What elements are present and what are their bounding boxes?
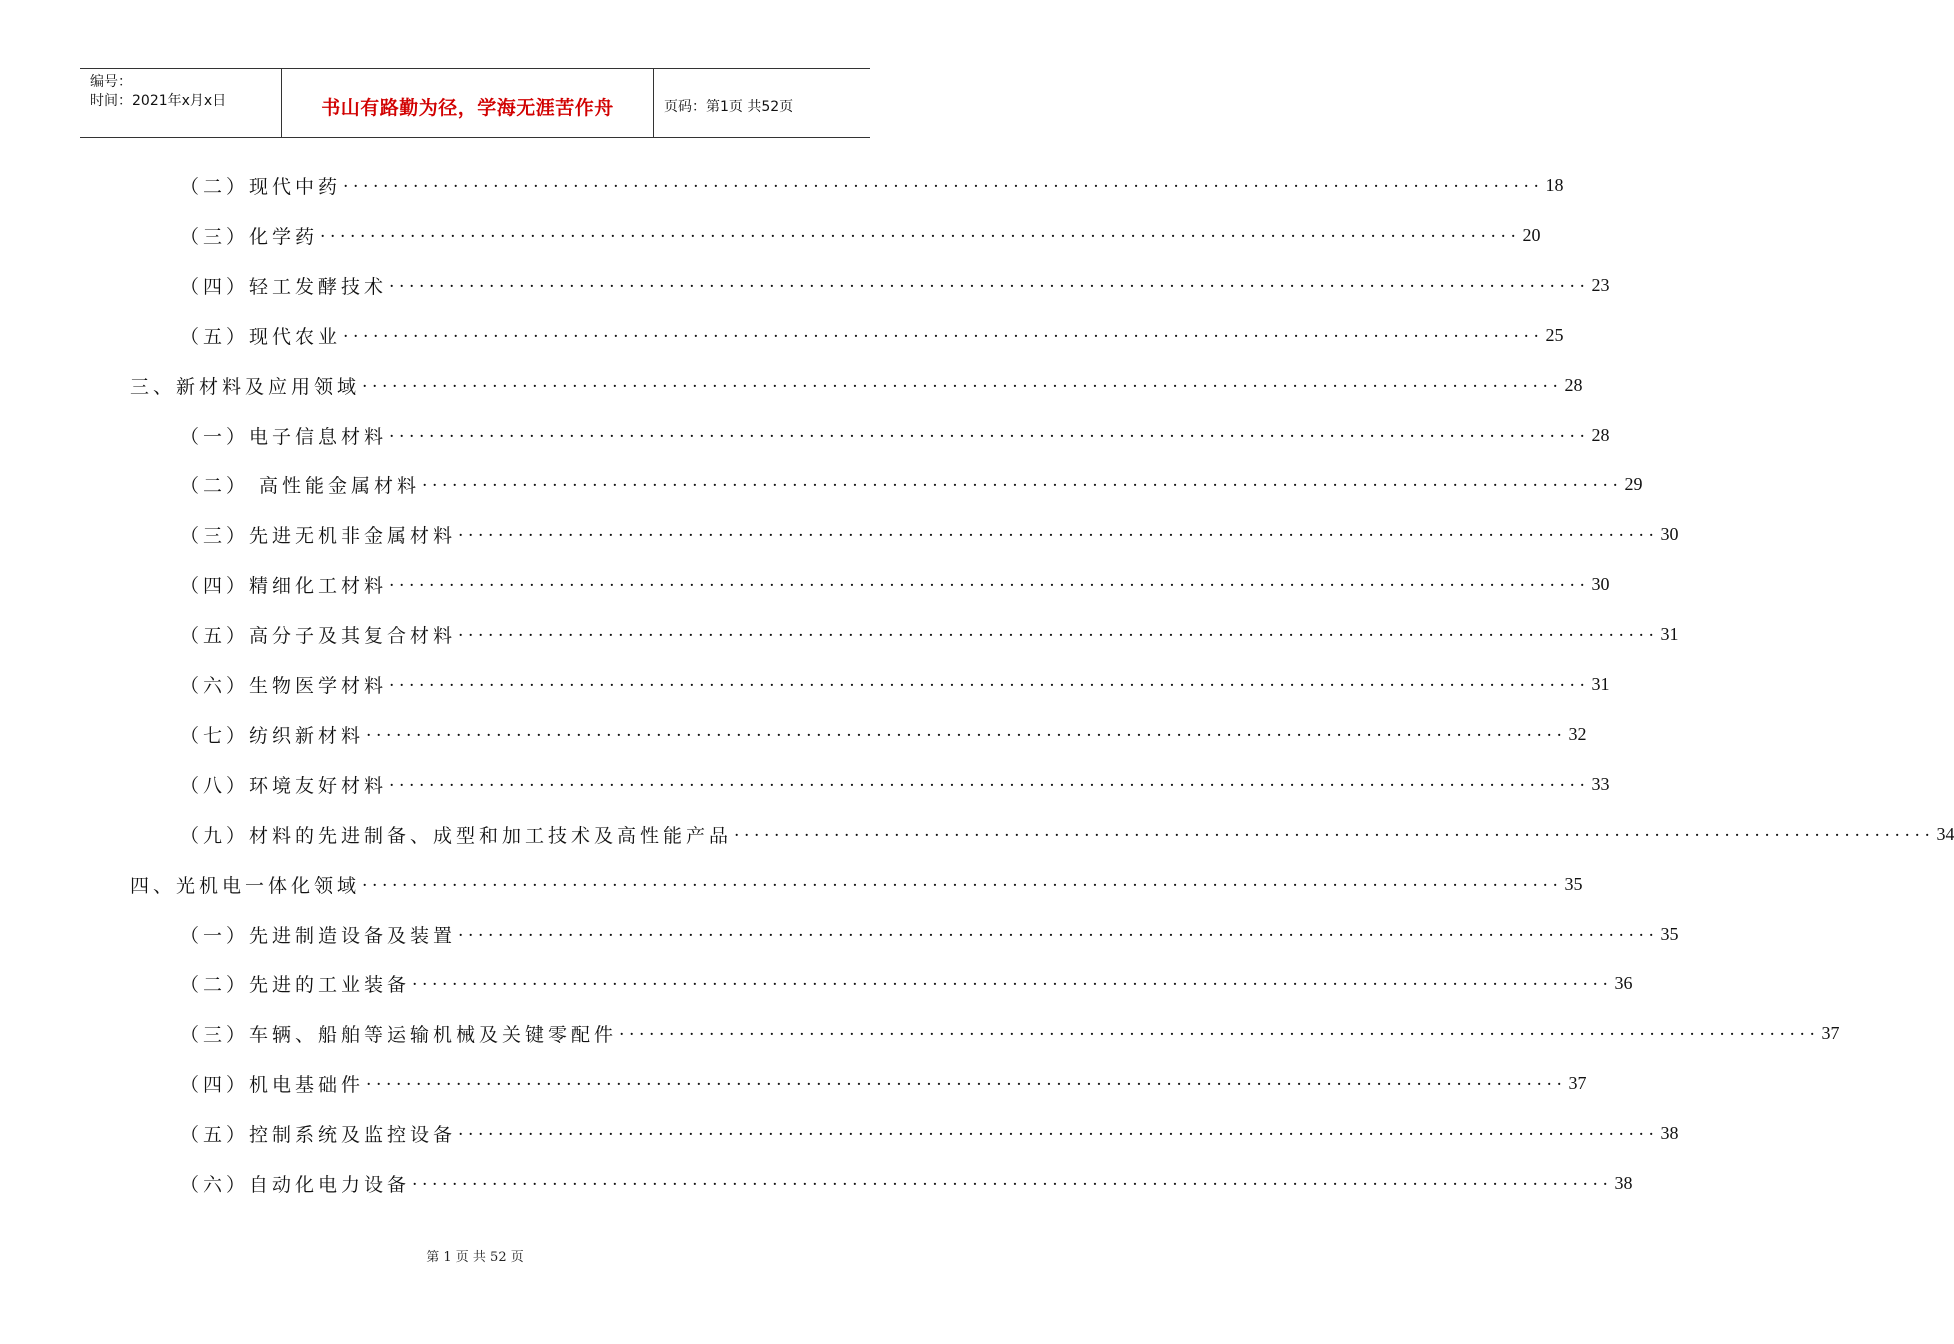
toc-entry-label: 四、光机电一体化领域 — [130, 874, 361, 897]
toc-entry-label: （五）现代农业 — [180, 325, 342, 348]
toc-entry[interactable] — [180, 320, 1564, 350]
toc-entry-page: 37 — [1821, 1022, 1840, 1043]
toc-entry-page: 28 — [1591, 424, 1610, 445]
toc-entry-label: （九）材料的先进制备、成型和加工技术及高性能产品 — [180, 824, 733, 847]
toc-leader-dots: ........................................................................................................................ — [619, 1020, 1820, 1040]
toc-entry[interactable] — [180, 519, 1679, 549]
toc-entry-page: 33 — [1591, 773, 1610, 794]
toc-leader-dots: ........................................................................................................................ — [389, 571, 1590, 591]
toc-entry[interactable] — [130, 869, 1583, 899]
toc-entry-page: 20 — [1522, 224, 1541, 245]
toc-entry[interactable] — [180, 669, 1610, 699]
toc-entry-label: （二）先进的工业装备 — [180, 973, 411, 996]
toc-entry-label: （五）高分子及其复合材料 — [180, 624, 457, 647]
toc-leader-dots: ........................................................................................................................ — [362, 372, 1563, 392]
toc-leader-dots: ........................................................................................................................ — [458, 521, 1659, 541]
toc-entry-label: （二） 高性能金属材料 — [180, 474, 421, 497]
toc-entry-page: 28 — [1564, 374, 1583, 395]
toc-entry-page: 35 — [1660, 923, 1679, 944]
toc-entry-page: 31 — [1591, 673, 1610, 694]
header-motto: 书山有路勤为径，学海无涯苦作舟 — [282, 69, 654, 137]
toc-leader-dots: ........................................................................................................................ — [389, 422, 1590, 442]
toc-entry-page: 36 — [1614, 972, 1633, 993]
toc-entry[interactable] — [180, 719, 1587, 749]
toc-entry-page: 30 — [1591, 573, 1610, 594]
toc-leader-dots: ........................................................................................................................ — [366, 721, 1567, 741]
toc-entry-label: （三）化学药 — [180, 225, 319, 248]
toc-entry[interactable] — [180, 769, 1610, 799]
toc-entry-page: 32 — [1568, 723, 1587, 744]
page-footer: 第 1 页 共 52 页 — [426, 1250, 524, 1265]
toc-entry-page: 18 — [1545, 174, 1564, 195]
toc-entry-label: （四）轻工发酵技术 — [180, 275, 388, 298]
toc-leader-dots: ........................................................................................................................ — [412, 970, 1613, 990]
toc-entry-label: （六）生物医学材料 — [180, 674, 388, 697]
toc-leader-dots: ........................................................................................................................ — [343, 322, 1544, 342]
toc-entry-page: 38 — [1660, 1122, 1679, 1143]
toc-entry-label: （五）控制系统及监控设备 — [180, 1123, 457, 1146]
toc-entry-page: 25 — [1545, 324, 1564, 345]
toc-entry-label: （七）纺织新材料 — [180, 724, 365, 747]
number-label: 编号： — [90, 74, 132, 90]
toc-entry-label: （二）现代中药 — [180, 175, 342, 198]
toc-entry[interactable] — [180, 619, 1679, 649]
toc-entry[interactable] — [180, 569, 1610, 599]
toc-entry-page: 31 — [1660, 623, 1679, 644]
page-header — [80, 68, 870, 138]
toc-entry-label: （一）先进制造设备及装置 — [180, 924, 457, 947]
toc-entry-label: （三）先进无机非金属材料 — [180, 524, 457, 547]
toc-entry[interactable] — [180, 1168, 1633, 1198]
toc-entry[interactable] — [180, 220, 1541, 250]
toc-leader-dots: ........................................................................................................................ — [458, 921, 1659, 941]
toc-entry[interactable] — [180, 170, 1564, 200]
toc-entry[interactable] — [180, 270, 1610, 300]
toc-entry[interactable] — [180, 1018, 1840, 1048]
toc-entry[interactable] — [180, 819, 1954, 849]
toc-leader-dots: ........................................................................................................................ — [458, 1120, 1659, 1140]
toc-leader-dots: ........................................................................................................................ — [320, 222, 1521, 242]
toc-entry[interactable] — [180, 968, 1633, 998]
toc-entry-label: （三）车辆、船舶等运输机械及关键零配件 — [180, 1023, 618, 1046]
toc-entry-label: （四）机电基础件 — [180, 1073, 365, 1096]
toc-leader-dots: ........................................................................................................................ — [389, 671, 1590, 691]
header-page-info: 页码：第1页 共52页 — [664, 99, 794, 115]
header-meta — [80, 69, 282, 137]
time-label: 时间：2021年x月x日 — [90, 93, 227, 109]
toc-leader-dots: ........................................................................................................................ — [422, 471, 1623, 491]
toc-entry[interactable] — [130, 370, 1583, 400]
toc-entry-label: （一）电子信息材料 — [180, 425, 388, 448]
toc-entry-page: 35 — [1564, 873, 1583, 894]
toc-leader-dots: ........................................................................................................................ — [734, 821, 1935, 841]
toc-entry[interactable] — [180, 919, 1679, 949]
toc-entry-label: （四）精细化工材料 — [180, 574, 388, 597]
toc-entry-label: 三、新材料及应用领域 — [130, 375, 361, 398]
toc-entry-page: 38 — [1614, 1172, 1633, 1193]
toc-entry[interactable] — [180, 420, 1610, 450]
toc-leader-dots: ........................................................................................................................ — [366, 1070, 1567, 1090]
toc-leader-dots: ........................................................................................................................ — [458, 621, 1659, 641]
toc-leader-dots: ........................................................................................................................ — [389, 771, 1590, 791]
toc-entry-label: （六）自动化电力设备 — [180, 1173, 411, 1196]
toc-entry-page: 37 — [1568, 1072, 1587, 1093]
toc-leader-dots: ........................................................................................................................ — [412, 1170, 1613, 1190]
toc-entry[interactable] — [180, 1068, 1587, 1098]
toc-entry-page: 23 — [1591, 274, 1610, 295]
toc-leader-dots: ........................................................................................................................ — [362, 871, 1563, 891]
toc-entry[interactable] — [180, 469, 1643, 499]
toc-entry[interactable] — [180, 1118, 1679, 1148]
toc-entry-page: 34 — [1936, 823, 1954, 844]
toc-leader-dots: ........................................................................................................................ — [389, 272, 1590, 292]
toc-entry-page: 29 — [1624, 473, 1643, 494]
toc-leader-dots: ........................................................................................................................ — [343, 172, 1544, 192]
toc-entry-label: （八）环境友好材料 — [180, 774, 388, 797]
toc-entry-page: 30 — [1660, 523, 1679, 544]
